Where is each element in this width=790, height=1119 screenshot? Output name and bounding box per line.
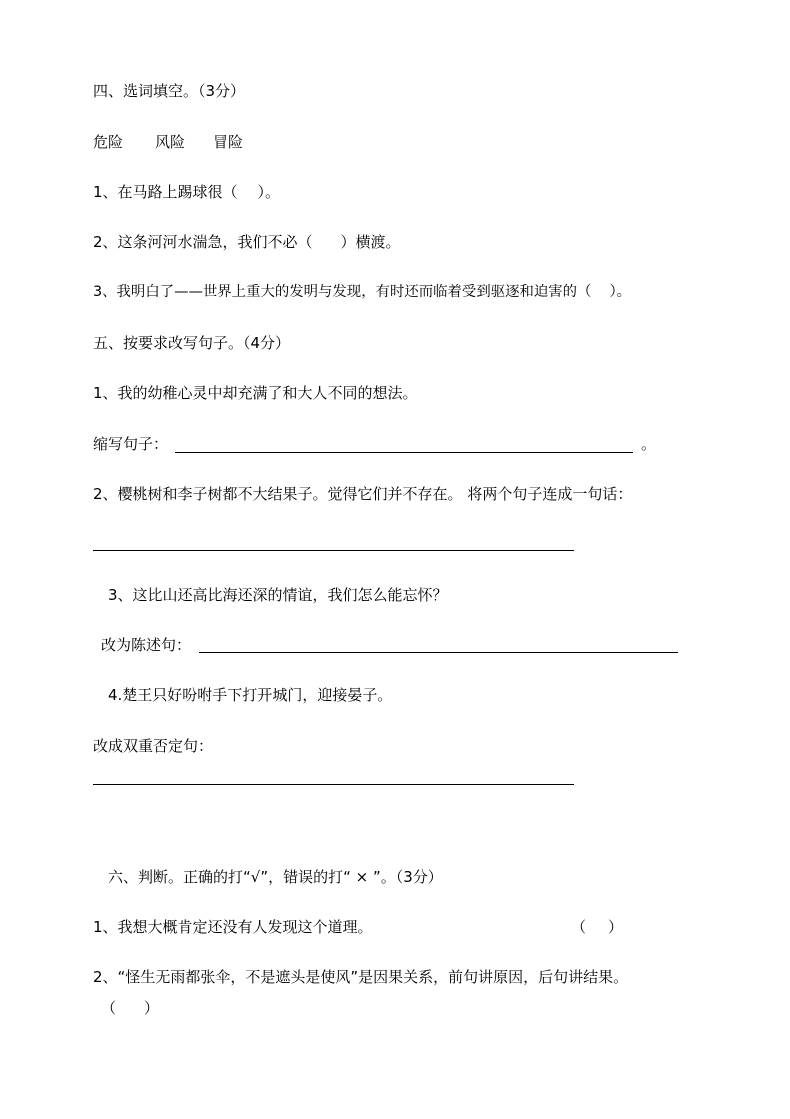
word-bank xyxy=(93,132,243,152)
section6-title: 六、判断。正确的打“√”，错误的打“ × ”。（3分） xyxy=(108,868,443,886)
sentence-end: 。 xyxy=(641,435,657,453)
answer-line[interactable] xyxy=(93,784,574,785)
word-bank-item: 风险 xyxy=(155,133,186,151)
section4-question-3: 3、我明白了——世界上重大的发明与发现，有时还而临着受到驱逐和迫害的（ ）。 xyxy=(93,284,632,300)
section5-question-3: 3、这比山还高比海还深的情谊，我们怎么能忘怀？ xyxy=(108,586,448,604)
section4-question-1: 1、在马路上踢球很（ ）。 xyxy=(93,183,281,201)
answer-line[interactable] xyxy=(93,550,574,551)
section4-question-2: 2、这条河河水湍急，我们不必（ ）横渡。 xyxy=(93,233,401,251)
judgment-blank[interactable]: （ ） xyxy=(101,999,160,1017)
answer-line[interactable] xyxy=(199,652,678,653)
double-negative-label: 改成双重否定句： xyxy=(93,737,214,755)
section5-question-4: 4.楚王只好吩咐手下打开城门，迎接晏子。 xyxy=(108,686,393,704)
section4-title: 四、选词填空。（3分） xyxy=(93,82,246,100)
section5-question-1: 1、我的幼稚心灵中却充满了和大人不同的想法。 xyxy=(93,384,418,402)
judgment-blank[interactable]: （ ） xyxy=(571,918,624,936)
condense-label: 缩写句子： xyxy=(93,435,169,453)
word-bank-item: 危险 xyxy=(93,133,124,151)
declarative-label: 改为陈述句： xyxy=(101,636,192,654)
section6-question-2: 2、“怪生无雨都张伞，不是遮头是使风”是因果关系，前句讲原因，后句讲结果。 xyxy=(93,968,629,986)
section5-question-2: 2、樱桃树和李子树都不大结果子。觉得它们并不存在。 将两个句子连成一句话： xyxy=(93,485,633,503)
answer-line[interactable] xyxy=(175,452,633,453)
word-bank-item: 冒险 xyxy=(213,133,244,151)
section6-question-1: 1、我想大概肯定还没有人发现这个道理。 xyxy=(93,918,373,936)
section5-title: 五、按要求改写句子。（4分） xyxy=(93,334,291,352)
